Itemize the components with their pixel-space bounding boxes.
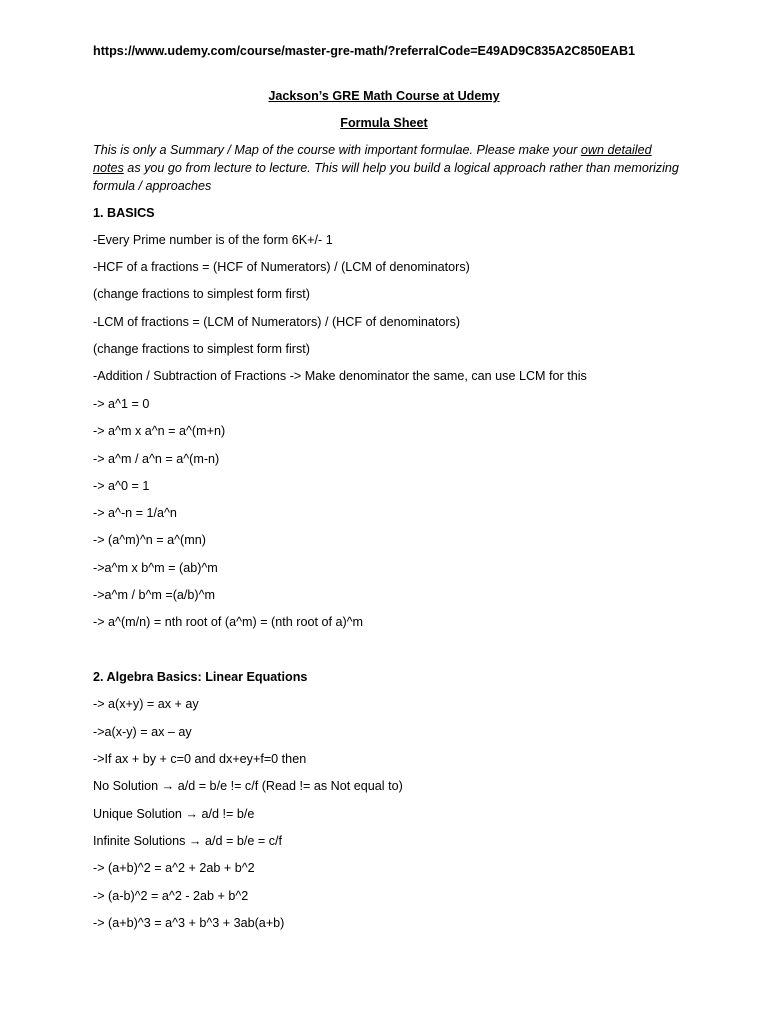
basics-line: ->a^m / b^m =(a/b)^m (93, 588, 216, 602)
intro-text-part2: as you go from lecture to lecture. This will help you build a logical approach rather than memorizing formula / approaches (93, 161, 679, 193)
basics-line: -> a^1 = 0 (93, 397, 150, 411)
basics-line: -> a^m x a^n = a^(m+n) (93, 424, 226, 438)
section-heading-basics: 1. BASICS (93, 206, 155, 220)
intro-paragraph (93, 141, 683, 195)
intro-text-part1: This is only a Summary / Map of the course with important formulae. Please make your (93, 143, 581, 157)
basics-line: -Every Prime number is of the form 6K+/- 1 (93, 233, 333, 247)
course-url: https://www.udemy.com/course/master-gre-math/?referralCode=E49AD9C835A2C850EAB1 (93, 44, 636, 58)
basics-line: -LCM of fractions = (LCM of Numerators) / (HCF of denominators) (93, 315, 461, 329)
basics-line: -HCF of a fractions = (HCF of Numerators) / (LCM of denominators) (93, 260, 470, 274)
algebra-line: ->a(x-y) = ax – ay (93, 725, 192, 739)
intro-underlined-text: own detailed notes (93, 143, 652, 175)
basics-line: -> a^-n = 1/a^n (93, 506, 177, 520)
document-title: Jackson’s GRE Math Course at Udemy (268, 89, 500, 103)
basics-line: ->a^m x b^m = (ab)^m (93, 561, 218, 575)
algebra-line: -> a(x+y) = ax + ay (93, 697, 199, 711)
algebra-line: ->If ax + by + c=0 and dx+ey+f=0 then (93, 752, 307, 766)
basics-line: -Addition / Subtraction of Fractions -> Make denominator the same, can use LCM for this (93, 369, 587, 383)
algebra-line: -> (a+b)^2 = a^2 + 2ab + b^2 (93, 861, 255, 875)
basics-line: -> a^m / a^n = a^(m-n) (93, 452, 220, 466)
algebra-line: -> (a+b)^3 = a^3 + b^3 + 3ab(a+b) (93, 916, 285, 930)
algebra-line: Infinite Solutions → a/d = b/e = c/f (93, 834, 283, 848)
basics-line: (change fractions to simplest form first) (93, 287, 310, 301)
basics-line: -> a^(m/n) = nth root of (a^m) = (nth root of a)^m (93, 615, 364, 629)
algebra-line: -> (a-b)^2 = a^2 - 2ab + b^2 (93, 889, 249, 903)
basics-line: -> a^0 = 1 (93, 479, 150, 493)
document-subtitle: Formula Sheet (340, 116, 428, 130)
section-heading-algebra: 2. Algebra Basics: Linear Equations (93, 670, 308, 684)
basics-line: -> (a^m)^n = a^(mn) (93, 533, 206, 547)
basics-line: (change fractions to simplest form first) (93, 342, 310, 356)
algebra-line: No Solution → a/d = b/e != c/f (Read != as Not equal to) (93, 779, 403, 793)
algebra-line: Unique Solution → a/d != b/e (93, 807, 255, 821)
